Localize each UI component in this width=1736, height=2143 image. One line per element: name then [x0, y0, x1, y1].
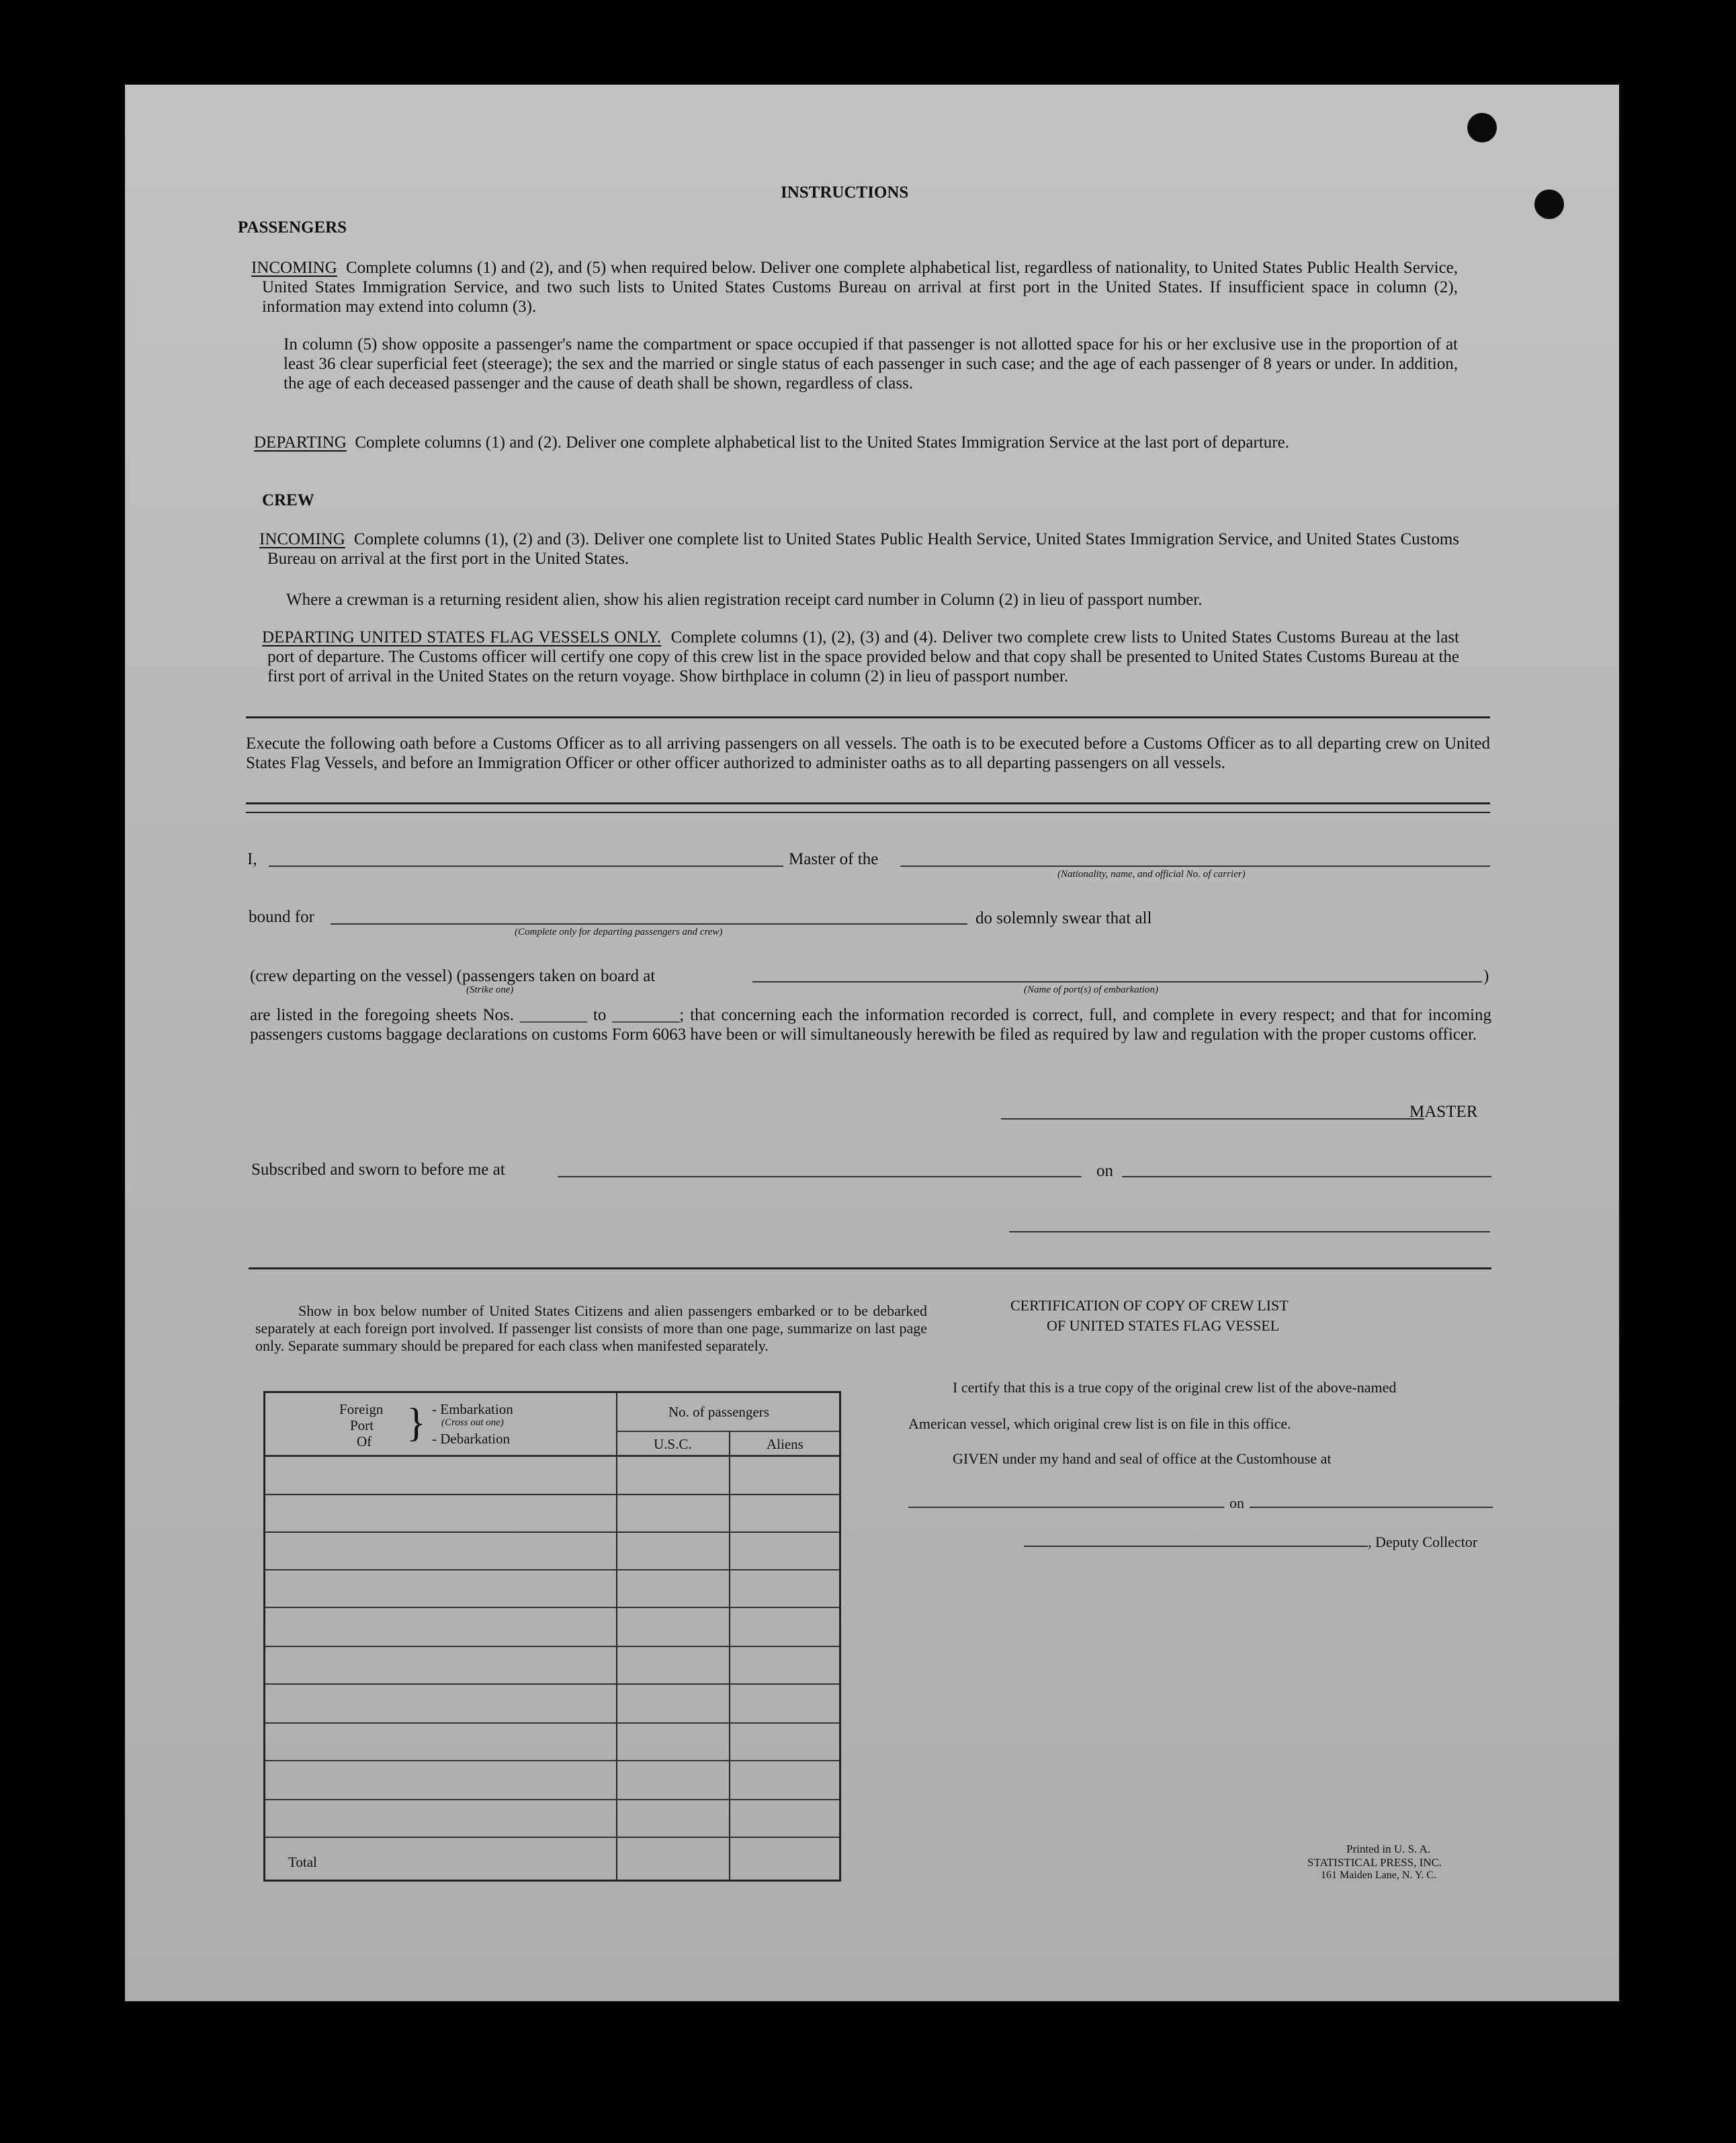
total-label: Total	[288, 1854, 317, 1870]
table-row	[265, 1569, 839, 1570]
subscribed-on-label: on	[1096, 1162, 1113, 1180]
crew-departing-label: DEPARTING UNITED STATES FLAG VESSELS ONLY.	[262, 628, 662, 646]
customhouse-field[interactable]	[908, 1507, 1224, 1508]
master-name-field[interactable]	[269, 866, 783, 867]
table-row	[265, 1683, 839, 1685]
oath-intro: Execute the following oath before a Customs Officer as to all arriving passengers on all vessels. The oath is to be executed before a Customs Officer as to all departing crew on United States Flag Vessels, and before an Immigration Officer or other officer authorized to administer oaths as to all departing passengers on all vessels.	[246, 734, 1490, 772]
certification-date-field[interactable]	[1250, 1507, 1493, 1508]
passenger-summary-table	[263, 1391, 841, 1882]
subscribed-label: Subscribed and sworn to before me at	[251, 1161, 505, 1179]
table-row	[265, 1837, 839, 1838]
summary-instructions: Show in box below number of United States Citizens and alien passengers embarked or to be debarked separately at each foreign port involved. If passenger list consists of more than one page, summarize on last page only. Separate summary should be prepared for each class when manifested separately.	[255, 1302, 927, 1354]
brace-icon: }	[406, 1400, 426, 1445]
table-row	[265, 1799, 839, 1800]
punch-hole-right	[1534, 190, 1564, 219]
officer-signature-field[interactable]	[1009, 1231, 1490, 1232]
subscribed-date-field[interactable]	[1122, 1176, 1491, 1177]
cross-out-hint: (Cross out one)	[441, 1417, 504, 1428]
master-signature-field[interactable]	[1001, 1118, 1424, 1120]
foreign-label: Foreign	[339, 1401, 384, 1417]
crew-resident-text: Where a crewman is a returning resident alien, show his alien registration receipt card number in Column (2) in lieu of passport number.	[286, 591, 1203, 609]
aliens-label: Aliens	[767, 1436, 804, 1452]
passengers-departing-label: DEPARTING	[254, 433, 347, 452]
bound-for-hint: (Complete only for departing passengers and crew)	[515, 927, 723, 937]
embarkation-label: - Embarkation	[432, 1401, 513, 1417]
passengers-incoming-label: INCOMING	[251, 259, 337, 277]
deputy-collector-label: , Deputy Collector	[1368, 1533, 1478, 1550]
crew-incoming-text: Complete columns (1), (2) and (3). Deliver one complete list to United States Public Health Service, United States Immigration Service, and United States Customs Bureau on arrival at the first port in the United States.	[267, 530, 1460, 568]
column-divider	[729, 1432, 730, 1880]
table-row	[265, 1646, 839, 1647]
swear-text: do solemnly swear that all	[975, 909, 1152, 927]
certification-title-line2: OF UNITED STATES FLAG VESSEL	[1047, 1317, 1280, 1334]
table-row	[265, 1760, 839, 1761]
table-row	[265, 1607, 839, 1608]
table-row	[265, 1722, 839, 1724]
column-divider	[616, 1393, 617, 1880]
passengers-departing-block	[254, 433, 1461, 452]
passengers-departing-text: Complete columns (1) and (2). Deliver one complete alphabetical list to the United States Immigration Service at the last port of departure.	[355, 433, 1289, 452]
given-text: GIVEN under my hand and seal of office at the Customhouse at	[953, 1450, 1332, 1467]
table-row	[265, 1531, 839, 1533]
bound-for-label: bound for	[249, 908, 314, 926]
header-divider	[616, 1431, 839, 1432]
debarkation-label: - Debarkation	[432, 1431, 511, 1447]
of-label: Of	[357, 1433, 372, 1449]
master-label: MASTER	[1409, 1103, 1478, 1121]
crew-departing-text: Complete columns (1), (2), (3) and (4). Deliver two complete crew lists to United States Customs Bureau at the last port of departure. The Customs officer will certify one copy of this crew list in the space provided below and that copy shall be presented to United States Customs Bureau at the first port of arrival in the United States on the return voyage. Show birthplace in column (2) in lieu of passport number.	[267, 628, 1459, 685]
carrier-field[interactable]	[900, 866, 1490, 867]
divider	[246, 716, 1490, 718]
passengers-incoming-block	[251, 258, 1459, 317]
certification-title-line1: CERTIFICATION OF COPY OF CREW LIST	[1010, 1297, 1289, 1314]
header-divider	[265, 1455, 839, 1457]
certification-on-label: on	[1229, 1495, 1244, 1511]
passengers-label: PASSENGERS	[238, 218, 347, 237]
crew-departing-oath-text: (crew departing on the vessel) (passengers taken on board at	[250, 967, 656, 985]
usc-label: U.S.C.	[654, 1436, 692, 1452]
printer-line1: Printed in U. S. A.	[1346, 1843, 1431, 1855]
carrier-hint: (Nationality, name, and official No. of carrier)	[1057, 869, 1246, 880]
crew-incoming-label: INCOMING	[259, 530, 345, 548]
crew-label: CREW	[262, 491, 314, 509]
divider	[246, 812, 1490, 813]
passengers-incoming-text: Complete columns (1) and (2), and (5) when required below. Deliver one complete alphabetical list, regardless of nationality, to United States Public Health Service, United States Immigration Service, and two such lists to United States Customs Bureau on arrival at first port in the United States. If insufficient space in column (2), information may extend into column (3).	[262, 259, 1459, 316]
subscribed-place-field[interactable]	[558, 1176, 1082, 1177]
embarkation-port-field[interactable]	[752, 981, 1482, 982]
printer-line3: 161 Maiden Lane, N. Y. C.	[1321, 1869, 1436, 1881]
divider	[249, 1267, 1491, 1269]
oath-i-label: I,	[247, 850, 257, 868]
port-label: Port	[350, 1417, 374, 1433]
close-paren: )	[1483, 967, 1489, 985]
deputy-collector-signature-field[interactable]	[1024, 1546, 1368, 1547]
column5-text: In column (5) show opposite a passenger's name the compartment or space occupied if that passenger is not allotted space for his or her exclusive use in the proportion of at least 36 clear superficial feet (steerage); the sex and the married or single status of each passenger in such case; and the age of each passenger of 8 years or under. In addition, the age of each deceased passenger and the cause of death shall be shown, regardless of class.	[284, 335, 1458, 392]
crew-incoming-block	[259, 530, 1460, 569]
crew-departing-block	[262, 628, 1459, 686]
no-of-passengers-label: No. of passengers	[668, 1404, 769, 1420]
printer-line2: STATISTICAL PRESS, INC.	[1307, 1856, 1442, 1869]
strike-one-hint: (Strike one)	[466, 984, 514, 995]
instructions-heading: INSTRUCTIONS	[781, 183, 909, 202]
divider	[246, 802, 1490, 804]
master-of-the-label: Master of the	[789, 850, 879, 868]
punch-hole-top	[1467, 113, 1497, 142]
embarkation-port-hint: (Name of port(s) of embarkation)	[1024, 984, 1158, 995]
table-row	[265, 1494, 839, 1495]
bound-for-field[interactable]	[331, 923, 967, 925]
certify-line1: I certify that this is a true copy of the original crew list of the above-named	[953, 1379, 1397, 1396]
certify-line2: American vessel, which original crew list is on file in this office.	[908, 1415, 1291, 1432]
oath-listed-text: are listed in the foregoing sheets Nos. ________ to ________; that concerning each the information recorded is correct, full, and complete in every respect; and that for incoming passengers customs baggage declarations on customs Form 6063 have been or will simultaneously herewith be filed as required by law and regulation with the proper customs officer.	[250, 1006, 1491, 1044]
